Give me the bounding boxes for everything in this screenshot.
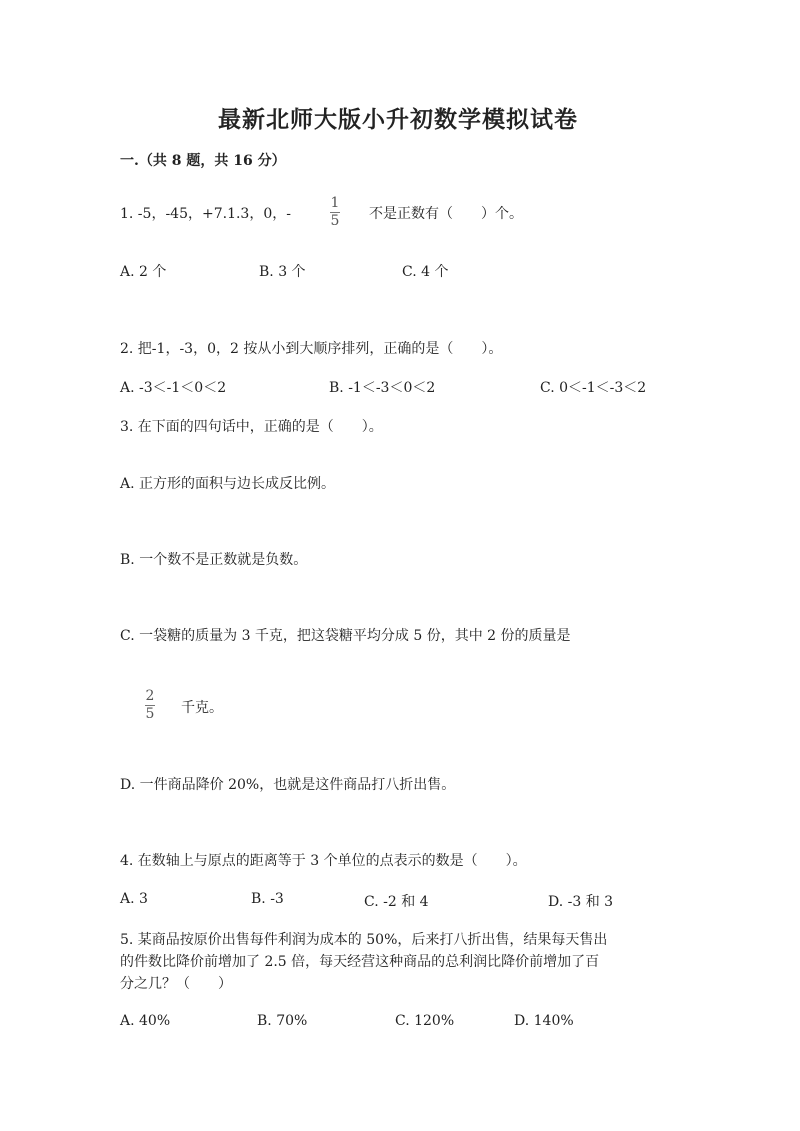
page-title: 最新北师大版小升初数学模拟试卷 — [218, 106, 578, 133]
q3-option-d: D. 一件商品降价 20%，也就是这件商品打八折出售。 — [120, 777, 456, 793]
q1-option-b: B. 3 个 — [259, 264, 306, 280]
q1-option-a: A. 2 个 — [120, 264, 167, 280]
q4-option-c: C. -2 和 4 — [364, 894, 429, 910]
q2-option-c: C. 0＜-1＜-3＜2 — [540, 380, 647, 396]
q5-stem-line2: 的件数比降价前增加了 2.5 倍，每天经营这种商品的总利润比降价前增加了百 — [120, 954, 600, 970]
q1-stem-before: 1. -5，-45，+7.1.3，0，- — [120, 206, 291, 222]
section-heading: 一.（共 8 题，共 16 分） — [120, 153, 286, 169]
q2-option-a: A. -3＜-1＜0＜2 — [120, 380, 227, 396]
q3-optc-fraction — [145, 689, 155, 722]
q5-option-c: C. 120% — [395, 1013, 455, 1029]
q3-option-b: B. 一个数不是正数就是负数。 — [120, 552, 308, 568]
q5-stem-line3: 分之几？（ ） — [120, 976, 232, 992]
q3-fraction-denominator: 5 — [145, 706, 155, 722]
q3-option-c-after: 千克。 — [181, 700, 223, 716]
q4-option-b: B. -3 — [251, 891, 284, 907]
q3-stem: 3. 在下面的四句话中，正确的是（ ）。 — [120, 419, 383, 435]
q3-option-a: A. 正方形的面积与边长成反比例。 — [120, 476, 336, 492]
q1-fraction-numerator: 1 — [330, 195, 340, 211]
q1-option-c: C. 4 个 — [402, 264, 449, 280]
q4-stem: 4. 在数轴上与原点的距离等于 3 个单位的点表示的数是（ ）。 — [120, 853, 527, 869]
q1-fraction — [330, 196, 340, 229]
q5-option-b: B. 70% — [257, 1013, 308, 1029]
q2-option-b: B. -1＜-3＜0＜2 — [329, 380, 436, 396]
q5-option-d: D. 140% — [514, 1013, 574, 1029]
q4-option-a: A. 3 — [120, 891, 148, 907]
q1-stem-after: 不是正数有（ ）个。 — [369, 206, 523, 222]
q1-fraction-denominator: 5 — [330, 213, 340, 229]
q5-option-a: A. 40% — [120, 1013, 171, 1029]
q4-option-d: D. -3 和 3 — [548, 894, 614, 910]
q3-option-c: C. 一袋糖的质量为 3 千克，把这袋糖平均分成 5 份，其中 2 份的质量是 — [120, 628, 571, 644]
q5-stem-line1: 5. 某商品按原价出售每件利润为成本的 50%，后来打八折出售，结果每天售出 — [120, 932, 608, 948]
q3-fraction-numerator: 2 — [145, 688, 155, 704]
q2-stem: 2. 把-1，-3，0，2 按从小到大顺序排列，正确的是（ ）。 — [120, 341, 503, 357]
